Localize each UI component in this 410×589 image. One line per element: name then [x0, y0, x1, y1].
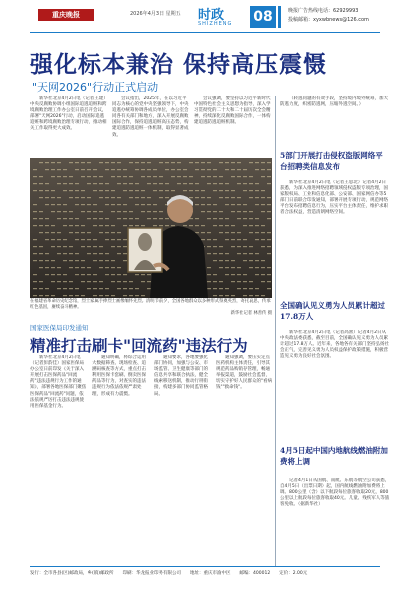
photo-caption [30, 299, 272, 316]
page-footer: 发行：全市各县(区)邮政局，乡(镇)邮政所 印刷：华龙报业印务有限公司 地址：重庆市渝中区 邮编：400012 定价：2.00元 [30, 571, 308, 576]
story-headline-heroes: 全国确认见义勇为人员累计超过17.8万人 [280, 301, 385, 321]
bottom-column-2: 通知明确，将综合运用大数据筛查、现场检查、追溯码核查等方式，重点打击利用医保卡套刷、倒卖医保药品等行为，对查实的违法违规行为依法依规严肃处理，形成有力震慑。 [92, 355, 146, 397]
lead-column-2: 会议指出，2025年，在以习近平同志为核心的党中央坚强领导下，中央追逃办统筹协调各成员单位，办公室会同各有关部门和地方，深入开展反腐败国际合作，保持追逃追赃高压态势，构建追逃防逃追赃一体机制，取得显著成效。 [112, 96, 189, 138]
memorial-wall-photo [30, 158, 272, 298]
lead-column-1: 新华社北京4月2日电（记者王建）中央反腐败协调小组国际追逃追赃和跨境腐败治理工作办公室日前召开会议，部署"天网2026"行动，启动国际追逃追赃和跨境腐败治理专项行动，推动相关工作取得更大成效。 [30, 96, 108, 132]
dateline: 2026年4月3日 星期五 [130, 11, 181, 17]
main-subhead: "天网2026"行动正式启动 [32, 81, 159, 94]
page-number: 08 [250, 6, 276, 28]
story-headline-airline: 4月5日起中国内地航线燃油附加费将上调 [280, 446, 388, 466]
header-rule [30, 32, 380, 33]
footer-rule [30, 566, 380, 567]
lead-continuation: （转逃问题的有效手段，坚持境内境外统筹，加大防逃力度，织密防逃网，压缩外逃空间。） [280, 96, 388, 108]
photo-credit: 新华社记者 林善传 摄 [230, 310, 272, 316]
section-title-en: SHIZHENG [198, 21, 233, 27]
photo-caption-text: 在福建省革命历史纪念馆，烈士家属手捧烈士画像缅怀先烈。清明节前夕，全国各地群众以多种形式祭奠英烈，寄托哀思，传承红色基因，赓续奋斗精神。 [30, 299, 271, 310]
story-headline-medical-insurance: 精准打击刷卡"回流药"违法行为 [30, 336, 248, 355]
story-body-heroes: 新华社北京4月2日电（记者高蕾）记者4月2日从中央政法委获悉，截至目前，全国确认见义勇为人员累计超过17.8万人。近年来，各地各有关部门坚持弘扬社会正气，完善见义勇为人员权益保护政策措施，积极营造见义勇为良好社会氛围。 [280, 330, 390, 360]
story-headline-copyright: 5部门开展打击侵权盗版网络平台招聘类信息发布 [280, 151, 383, 171]
section-title: 时政 [198, 8, 225, 23]
story-body-airline: 记者4月1日从国航、南航、东航等航空公司获悉，自4月5日（出票日期）起，国内航线燃油附加费将上调。800公里（含）以下航段每位旅客收取20元，800公里以上航段每位旅客收取40元。儿童、残疾军人等旅客免收。（据新华社） [280, 478, 390, 508]
story-kicker: 国家医保局印发通知 [30, 324, 89, 332]
newspaper-logo: 重庆晚报 [38, 9, 94, 21]
page-number-accent [278, 6, 281, 28]
bottom-column-1: 新华社北京4月2日电（记者彭韵佳）国家医保局办公室日前印发《关于深入开展打击医保药品"回流药"违法违规行为工作的通知》，部署各地医保部门聚焦医保药品"回流药"问题，依法依规严厉打击违法违规使用医保基金行为。 [30, 355, 87, 409]
ad-hotline: 晚报广告热线电话：62929993 [288, 8, 359, 14]
column-divider [275, 96, 276, 566]
lead-column-3: 会议强调，要坚持以习近平新时代中国特色社会主义思想为指导，深入学习贯彻党的二十大和二十届历次全会精神，持续深化反腐败国际合作，一体构建追逃防逃追赃机制。 [194, 96, 271, 126]
main-headline: 强化标本兼治 保持高压震慑 [30, 52, 328, 78]
news-photo [30, 158, 272, 298]
bottom-column-3: 通知要求，各地要强化部门协同，加强与公安、市场监管、卫生健康等部门的信息共享和联合执法，健全线索移送机制，推动行刑衔接，构建多部门协同监管格局。 [154, 355, 208, 397]
story-body-copyright: 新华社北京4月2日电（记者王思北）记者4月2日获悉，为深入推进网络招聘领域侵权盗版专项治理，国家版权局、工业和信息化部、公安部、国家网信办等5部门日前联合印发通知，部署开展专项行动，规范网络平台发布招聘信息行为，压实平台主体责任，维护求职者合法权益，营造清朗网络空间。 [280, 180, 388, 216]
bottom-column-4: 通知强调，要压实定点医药机构主体责任，引导其规范药品购销存管理，畅通举报渠道，鼓励社会监督，切实守护好人民群众的"看病钱""救命钱"。 [216, 355, 273, 391]
submission-email: 投稿邮箱：xyxwbnews@126.com [288, 17, 369, 23]
